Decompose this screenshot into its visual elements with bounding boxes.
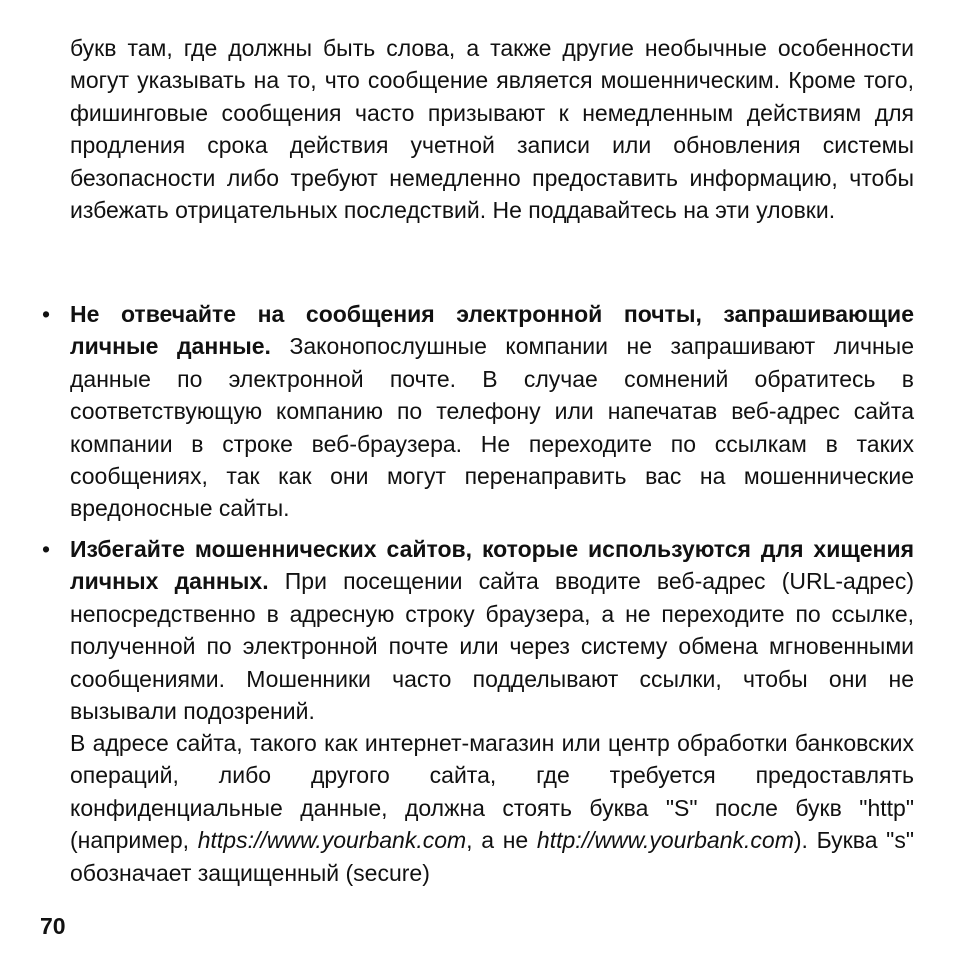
- url-advice-text: , а не: [466, 827, 537, 854]
- insecure-url-example: http://www.yourbank.com: [536, 827, 794, 854]
- bullet-icon: •: [41, 536, 51, 562]
- tip-body: При посещении сайта вводите веб-адрес (URL-адрес) непосредственно в адресную строку браузера, а не переходите по ссылке, полученной по электронной почте или через систему обмена мгновенными сообщениями. Мошенники часто подделывают ссылки, чтобы они не вызывали подозрений.: [70, 568, 914, 725]
- intro-paragraph: букв там, где должны быть слова, а также другие необычные особенности могут указывать на то, что сообщение является мошенническим. Кроме того, фишинговые сообщения часто призывают к немедленным действиям для продления срока действия учетной записи или обновления системы безопасности либо требуют немедленно предоставить информацию, чтобы избежать отрицательных последствий. Не поддавайтесь на эти уловки.: [70, 35, 914, 224]
- list-item: [41, 298, 914, 525]
- tip-heading: Не отвечайте на сообщения электронной почты, запрашивающие личные данные.: [70, 301, 914, 360]
- page-number: 70: [40, 913, 66, 939]
- url-advice-paragraph: [70, 727, 914, 889]
- secure-url-example: https://www.yourbank.com: [197, 827, 467, 854]
- url-advice-text: ). Буква "s" обозначает защищенный (secure): [70, 827, 915, 886]
- tip-body: Законопослушные компании не запрашивают личные данные по электронной почте. В случае сомнений обратитесь в соответствующую компанию по телефону или напечатав веб-адрес сайта компании в строке веб-браузера. Не переходите по ссылкам в таких сообщениях, так как они могут перенаправить вас на мошеннические вредоносные сайты.: [70, 333, 914, 522]
- list-item: [41, 533, 914, 727]
- bullet-icon: •: [41, 301, 51, 327]
- tip-heading: Избегайте мошеннических сайтов, которые используются для хищения личных данных.: [70, 536, 914, 595]
- url-advice-text: В адресе сайта, такого как интернет-магазин или центр обработки банковских операций, либо другого сайта, где требуется предоставлять конфиденциальные данные, должна стоять буква "S" после букв "http" (например,: [70, 730, 914, 854]
